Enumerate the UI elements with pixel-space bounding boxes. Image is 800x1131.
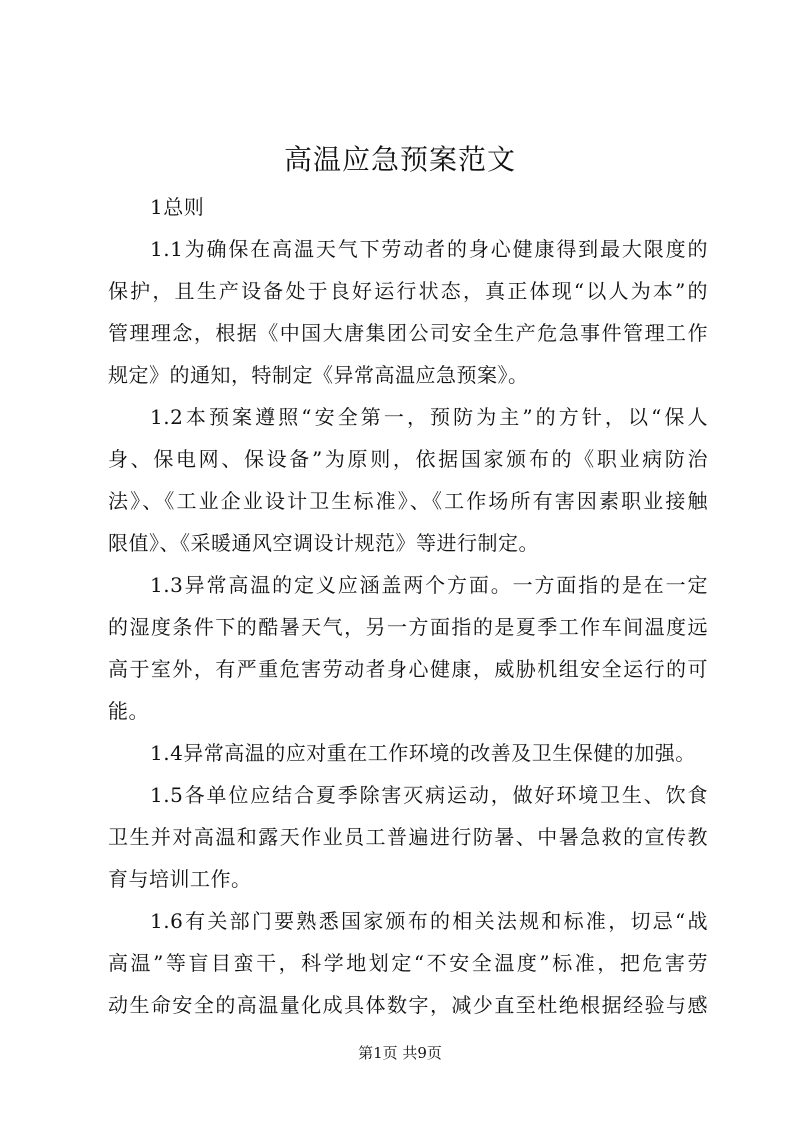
document-title: 高温应急预案范文 — [283, 143, 516, 176]
paragraph-line: 高温”等盲目蛮干，科学地划定“不安全温度”标准，把危害劳 — [108, 951, 708, 975]
paragraph-line: 1.3异常高温的定义应涵盖两个方面。一方面指的是在一定 — [150, 573, 708, 597]
paragraph-line: 规定》的通知，特制定《异常高温应急预案》。 — [108, 363, 529, 387]
paragraph-line: 1.5各单位应结合夏季除害灭病运动，做好环境卫生、饮食 — [150, 783, 708, 807]
paragraph-1-6 — [108, 900, 708, 1026]
section-heading: 1总则 — [150, 195, 205, 219]
paragraph-line: 法》、《工业企业设计卫生标准》、《工作场所有害因素职业接触 — [108, 489, 708, 513]
paragraph-line: 的湿度条件下的酷暑天气，另一方面指的是夏季工作车间温度远 — [108, 615, 708, 639]
paragraph-line: 育与培训工作。 — [108, 867, 252, 891]
paragraph-1-3 — [108, 564, 708, 732]
paragraph-line: 1.1为确保在高温天气下劳动者的身心健康得到最大限度的 — [150, 237, 708, 261]
paragraph-line: 卫生并对高温和露天作业员工普遍进行防暑、中暑急救的宣传教 — [108, 825, 708, 849]
paragraph-1-4 — [108, 732, 708, 774]
paragraph-1-2 — [108, 396, 708, 564]
paragraph-line: 身、保电网、保设备”为原则，依据国家颁布的《职业病防治 — [108, 447, 708, 471]
paragraph-line: 限值》、《采暖通风空调设计规范》等进行制定。 — [108, 531, 539, 555]
paragraph-line: 管理理念，根据《中国大唐集团公司安全生产危急事件管理工作 — [108, 321, 708, 345]
paragraph-line: 高于室外，有严重危害劳动者身心健康，威胁机组安全运行的可 — [108, 657, 708, 681]
paragraph-1-1 — [108, 228, 708, 396]
page-footer: 第1页 共9页 — [358, 1044, 442, 1062]
document-body — [108, 186, 708, 1026]
paragraph-line: 1.6有关部门要熟悉国家颁布的相关法规和标准，切忌“战 — [150, 909, 708, 933]
paragraph-line: 1.4异常高温的应对重在工作环境的改善及卫生保健的加强。 — [150, 741, 696, 765]
paragraph-line: 1.2本预案遵照“安全第一，预防为主”的方针，以“保人 — [150, 405, 708, 429]
paragraph-1-5 — [108, 774, 708, 900]
paragraph-line: 动生命安全的高温量化成具体数字，减少直至杜绝根据经验与感 — [108, 993, 708, 1017]
paragraph-line: 保护，且生产设备处于良好运行状态，真正体现“以人为本”的 — [108, 279, 708, 303]
paragraph-line: 能。 — [108, 699, 149, 723]
